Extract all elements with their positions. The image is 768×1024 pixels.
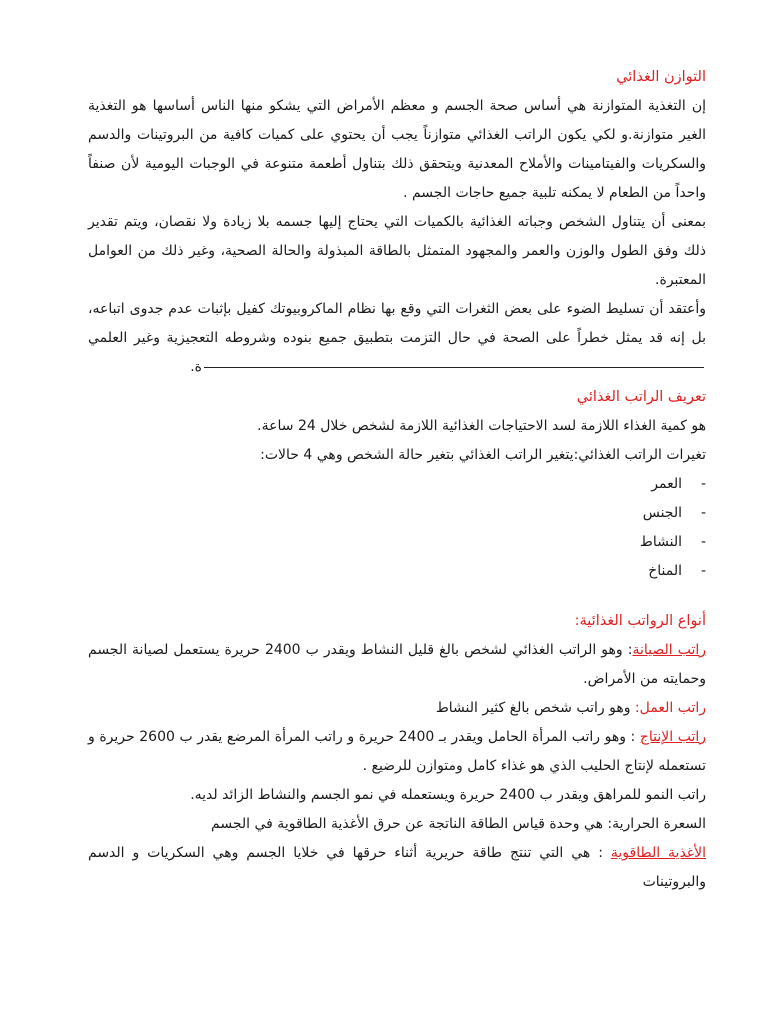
bullet-dash: - <box>700 563 706 579</box>
list-item <box>88 470 706 499</box>
bullet-dash: - <box>700 534 706 550</box>
paragraph-work <box>88 694 706 723</box>
factors-list <box>88 470 706 586</box>
term-production: راتب الإنتاج <box>639 729 707 745</box>
list-item <box>88 499 706 528</box>
paragraph-balance-3-end-end: ة. <box>190 359 202 375</box>
section-title-definition: تعريف الراتب الغذائي <box>576 389 706 405</box>
factor-age: العمر <box>651 476 682 492</box>
term-maintenance: راتب الصيانة <box>632 642 707 658</box>
paragraph-production <box>88 723 706 781</box>
document-page <box>88 62 706 897</box>
text-energy-foods: : هي التي تنتج طاقة حريرية أثناء حرقها في خلايا الجسم وهي السكريات و الدسم والبروتينات <box>88 845 706 890</box>
paragraph-definition: هو كمية الغذاء اللازمة لسد الاحتياجات الغذائية اللازمة لشخص خلال 24 ساعة. <box>257 418 706 434</box>
list-item <box>88 528 706 557</box>
list-item <box>88 557 706 586</box>
section-title-balance: التوازن الغذائي <box>616 69 706 85</box>
factor-climate: المناخ <box>648 563 682 579</box>
paragraph-changes-intro: تغيرات الراتب الغذائي:يتغير الراتب الغذائي بتغير حالة الشخص وهي 4 حالات: <box>260 447 706 463</box>
paragraph-balance-3 <box>88 295 706 382</box>
section-title-types: أنواع الرواتب الغذائية: <box>574 613 706 629</box>
factor-sex: الجنس <box>642 505 682 521</box>
term-energy-foods: الأغذية الطاقوية <box>610 845 706 861</box>
paragraph-balance-3-end-start: العلمي <box>88 330 128 346</box>
text-maintenance: : وهو الراتب الغذائي لشخص بالغ قليل النشاط ويقدر ب 2400 حريرة يستعمل لصيانة الجسم وحمايته من الأمراض. <box>88 642 706 687</box>
text-work: وهو راتب شخص بالغ كثير النشاط <box>435 700 635 716</box>
spacer <box>88 586 706 606</box>
paragraph-calorie: السعرة الحرارية: هي وحدة قياس الطاقة الناتجة عن حرق الأغذية الطاقوية في الجسم <box>211 816 706 832</box>
text-production: : وهو راتب المرأة الحامل ويقدر بـ 2400 حريرة و راتب المرأة المرضع يقدر ب 2600 حريرة و تستعمله لإنتاج الحليب الذي هو غذاء كامل ومتوازن للرضيع . <box>88 729 706 774</box>
term-work: راتب العمل: <box>634 700 706 716</box>
factor-activity: النشاط <box>639 534 682 550</box>
paragraph-maintenance <box>88 636 706 694</box>
bullet-dash: - <box>700 505 706 521</box>
paragraph-balance-1: إن التغذية المتوازنة هي أساس صحة الجسم و معظم الأمراض التي يشكو منها الناس أساسها هو التغذية الغير متوازنة.و لكي يكون الراتب الغذائي متوازناً يجب أن يحتوي على كميات كافية من البروتينات والدسم والسكريات والفيتامينات والأملاح المعدنية ويتحقق ذلك بتناول أطعمة متنوعة في الوجبات اليومية لأن صنفاً واحداً من الطعام لا يمكنه تلبية جميع حاجات الجسم . <box>88 98 706 201</box>
bullet-dash: - <box>700 476 706 492</box>
kashida-line <box>204 367 704 368</box>
paragraph-growth: راتب النمو للمراهق ويقدر ب 2400 حريرة ويستعمله في نمو الجسم والنشاط الزائد لديه. <box>190 787 706 803</box>
paragraph-balance-2: بمعنى أن يتناول الشخص وجباته الغذائية بالكميات التي يحتاج إليها جسمه بلا زيادة ولا نقصان، ويتم تقدير ذلك وفق الطول والوزن والعمر والمجهود المتمثل بالطاقة المبذولة والحالة الصحية، وغير ذلك من العوامل المعتبرة. <box>88 214 706 288</box>
paragraph-balance-3-text: وأعتقد أن تسليط الضوء على بعض الثغرات التي وقع بها نظام الماكروبيوتك كفيل بإثبات عدم جدوى اتباعه، بل إنه قد يمثل خطراً على الصحة في حال التزمت بتطبيق جميع بنوده وشروطه التعجيزية وغير <box>88 301 706 346</box>
paragraph-energy <box>88 839 706 897</box>
